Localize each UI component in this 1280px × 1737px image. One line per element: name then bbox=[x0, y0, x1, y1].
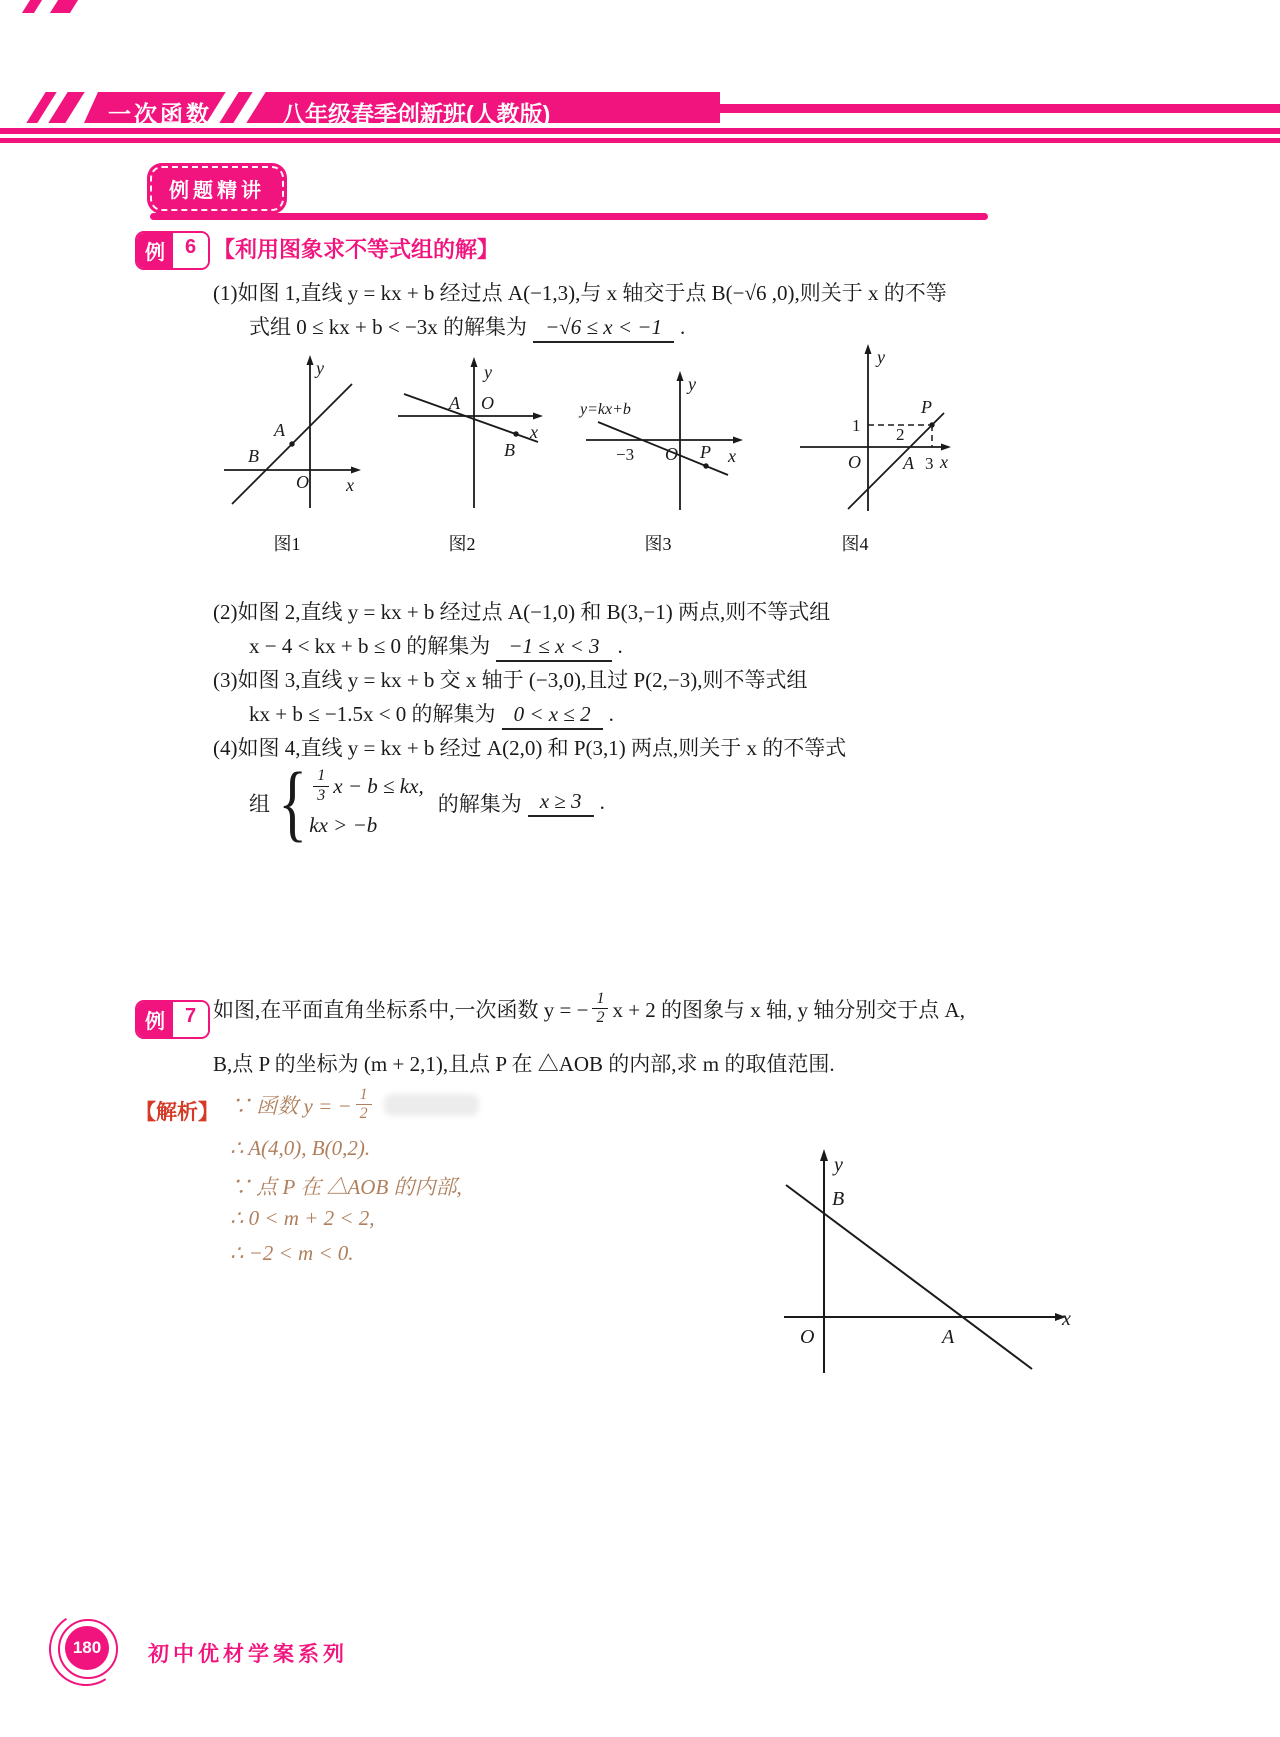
figure-2 bbox=[392, 352, 552, 515]
analysis-step-5: ∴ −2 < m < 0. bbox=[230, 1241, 354, 1265]
fraction-denominator: 3 bbox=[317, 786, 326, 804]
fig7-function-line bbox=[786, 1185, 1032, 1369]
example-badge-label: 例 bbox=[137, 1002, 173, 1037]
figure-4 bbox=[790, 337, 960, 520]
fig1-label-y: y bbox=[316, 358, 324, 378]
fig7-label-y: y bbox=[834, 1154, 843, 1176]
fig3-label-P: P bbox=[700, 442, 711, 462]
example-badge-label: 例 bbox=[137, 233, 173, 268]
example-7-line-1-pre: 如图,在平面直角坐标系中,一次函数 y = − bbox=[213, 997, 589, 1022]
fig3-label-O: O bbox=[665, 444, 678, 464]
system-brace: { bbox=[278, 754, 308, 850]
fraction-denominator: 2 bbox=[596, 1009, 605, 1027]
fraction-one-half bbox=[592, 990, 608, 1028]
fig3-equation-label: y=kx+b bbox=[580, 401, 631, 418]
fig1-x-arrow-icon bbox=[351, 467, 361, 474]
fig2-label-y: y bbox=[484, 362, 492, 382]
problem-4-system bbox=[249, 754, 605, 850]
unit-title: 一次函数 bbox=[108, 101, 212, 127]
fig4-x-arrow-icon bbox=[941, 444, 951, 451]
corner-slash-icon bbox=[50, 0, 78, 13]
fig4-point-P-dot bbox=[929, 422, 934, 427]
fig7-label-A: A bbox=[942, 1326, 955, 1348]
fig4-label-2: 2 bbox=[896, 425, 905, 444]
problem-2-line-2-text: x − 4 < kx + b ≤ 0 的解集为 bbox=[249, 634, 491, 658]
figure-3-caption: 图3 bbox=[644, 534, 672, 554]
answer-blank-1: −√6 ≤ x < −1 bbox=[533, 315, 674, 343]
fig3-label-x: x bbox=[728, 446, 736, 466]
period: . bbox=[679, 315, 686, 339]
problem-3-line-1: (3)如图 3,直线 y = kx + b 交 x 轴于 (−3,0),且过 P(2,−3),则不等式组 bbox=[213, 668, 808, 692]
header-band-extension bbox=[700, 104, 1280, 113]
analysis-step-3: ∵ 点 P 在 △AOB 的内部, bbox=[230, 1175, 462, 1199]
fig3-label-neg3: −3 bbox=[616, 445, 635, 464]
fraction-one-third bbox=[313, 767, 329, 805]
fig4-label-1: 1 bbox=[852, 416, 861, 435]
fig1-y-arrow-icon bbox=[307, 355, 314, 365]
fig2-label-O: O bbox=[481, 393, 494, 413]
problem-4-solution-text: 的解集为 bbox=[437, 791, 522, 816]
fig4-label-P: P bbox=[921, 397, 932, 417]
analysis-label: 【解析】 bbox=[135, 1101, 219, 1124]
system-inequality-2: kx > −b bbox=[309, 812, 378, 837]
fraction-denominator: 2 bbox=[359, 1105, 368, 1123]
fig1-label-B: B bbox=[248, 446, 259, 466]
fig1-point-A-dot bbox=[289, 441, 294, 446]
problem-1-line-1: (1)如图 1,直线 y = kx + b 经过点 A(−1,3),与 x 轴交于点 B(−√6 ,0),则关于 x 的不等 bbox=[213, 281, 947, 305]
corner-slash-icon bbox=[22, 0, 42, 13]
problem-3-line-2-text: kx + b ≤ −1.5x < 0 的解集为 bbox=[249, 702, 496, 726]
figure-2-caption: 图2 bbox=[448, 534, 476, 554]
fraction-one-half bbox=[356, 1086, 372, 1124]
figure-7 bbox=[772, 1143, 1082, 1380]
fig7-y-arrow-icon bbox=[820, 1149, 828, 1161]
answer-blank-3: 0 < x ≤ 2 bbox=[502, 702, 603, 730]
analysis-step-1 bbox=[230, 1086, 479, 1124]
system-prefix: 组 bbox=[249, 791, 270, 816]
fig1-label-x: x bbox=[346, 475, 354, 495]
system-inequality-1 bbox=[309, 767, 423, 805]
problem-2-line-2 bbox=[249, 630, 623, 662]
fig7-label-B: B bbox=[832, 1188, 845, 1210]
system-inequality-1-rest: x − b ≤ kx, bbox=[333, 773, 424, 798]
figure-1 bbox=[212, 350, 372, 513]
problem-4-line-1: (4)如图 4,直线 y = kx + b 经过 A(2,0) 和 P(3,1) 两点,则关于 x 的不等式 bbox=[213, 736, 847, 760]
fig3-label-y: y bbox=[688, 374, 696, 394]
analysis-step-1-text: ∵ 函数 y = − bbox=[230, 1093, 352, 1118]
fig3-point-P-dot bbox=[703, 463, 708, 468]
example-7-line-2: B,点 P 的坐标为 (m + 2,1),且点 P 在 △AOB 的内部,求 m 的取值范围. bbox=[213, 1052, 835, 1076]
figure-3 bbox=[578, 362, 753, 515]
course-title: 八年级春季创新班(人教版) bbox=[282, 101, 551, 127]
fig4-label-3: 3 bbox=[925, 454, 934, 473]
problem-2-line-1: (2)如图 2,直线 y = kx + b 经过点 A(−1,0) 和 B(3,−1) 两点,则不等式组 bbox=[213, 600, 831, 624]
fig2-x-arrow-icon bbox=[533, 413, 543, 420]
figure-1-caption: 图1 bbox=[273, 534, 301, 554]
fig4-label-x: x bbox=[940, 452, 948, 472]
example-badge-number: 6 bbox=[173, 233, 208, 268]
fig3-x-arrow-icon bbox=[733, 437, 743, 444]
fig4-label-A: A bbox=[903, 453, 914, 473]
answer-blank-4: x ≥ 3 bbox=[528, 789, 594, 817]
fig7-label-O: O bbox=[800, 1326, 815, 1348]
example-7-badge bbox=[135, 1000, 210, 1039]
fraction-numerator: 1 bbox=[356, 1086, 372, 1105]
analysis-step-2: ∴ A(4,0), B(0,2). bbox=[230, 1136, 371, 1160]
example-6-title: 【利用图象求不等式组的解】 bbox=[213, 237, 500, 262]
fig7-label-x: x bbox=[1062, 1308, 1071, 1330]
example-7-line-1-post: x + 2 的图象与 x 轴, y 轴分别交于点 A, bbox=[612, 997, 965, 1022]
problem-1-line-2 bbox=[249, 311, 685, 343]
fig3-y-arrow-icon bbox=[677, 371, 684, 381]
example-6-badge bbox=[135, 231, 210, 270]
period: . bbox=[599, 790, 605, 815]
problem-1-line-2-text: 式组 0 ≤ kx + b < −3x 的解集为 bbox=[249, 315, 528, 339]
period: . bbox=[608, 702, 614, 726]
fig1-label-O: O bbox=[296, 472, 309, 492]
answer-blank-2: −1 ≤ x < 3 bbox=[496, 634, 611, 662]
erased-area bbox=[384, 1094, 479, 1116]
fig2-label-B: B bbox=[504, 440, 515, 460]
fig4-label-O: O bbox=[848, 452, 861, 472]
fraction-numerator: 1 bbox=[592, 990, 608, 1009]
section-badge: 例题精讲 bbox=[150, 166, 284, 211]
fig1-label-A: A bbox=[274, 420, 285, 440]
fraction-numerator: 1 bbox=[313, 767, 329, 786]
fig4-y-arrow-icon bbox=[865, 344, 872, 354]
fig2-y-arrow-icon bbox=[471, 357, 478, 367]
example-7-line-1 bbox=[213, 990, 965, 1028]
fig2-label-x: x bbox=[530, 422, 538, 442]
section-divider-rule bbox=[150, 213, 988, 220]
series-title: 初中优材学案系列 bbox=[148, 1643, 348, 1666]
header-rule-2 bbox=[0, 138, 1280, 143]
fig2-point-B-dot bbox=[513, 431, 518, 436]
page-number-badge: 180 bbox=[65, 1626, 109, 1670]
figure-4-caption: 图4 bbox=[841, 534, 869, 554]
fig4-label-y: y bbox=[877, 347, 885, 367]
analysis-step-4: ∴ 0 < m + 2 < 2, bbox=[230, 1206, 375, 1230]
example-badge-number: 7 bbox=[173, 1002, 208, 1037]
fig2-label-A: A bbox=[449, 393, 460, 413]
period: . bbox=[617, 634, 623, 658]
problem-3-line-2 bbox=[249, 698, 614, 730]
